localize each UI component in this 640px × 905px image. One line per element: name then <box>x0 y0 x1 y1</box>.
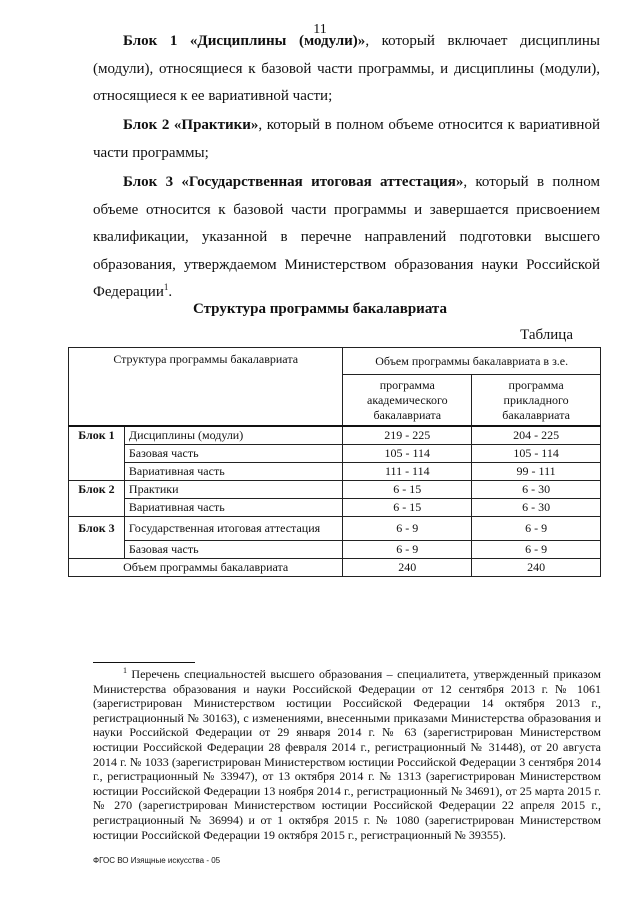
table-row <box>69 481 601 499</box>
block-3-text: , который в полном объеме относится к базовой части программы и завершается присвоением квалификации, указанной в перечне направлений подготовки высшего образования, утверждаемом Министерством образования науки Российской Федерации <box>93 174 600 300</box>
table-row <box>69 541 601 559</box>
header-applied: программа прикладного бакалавриата <box>472 375 601 427</box>
table-row <box>69 499 601 517</box>
row-name: Вариативная часть <box>124 463 342 481</box>
block-3-heading: Блок 3 «Государственная итоговая аттестация» <box>123 174 464 190</box>
block-label: Блок 1 <box>69 426 125 481</box>
academic-value: 6 - 15 <box>343 481 472 499</box>
total-label: Объем программы бакалавриата <box>69 559 343 577</box>
academic-value: 111 - 114 <box>343 463 472 481</box>
block-1-text: , который включает дисциплины (модули), относящиеся к базовой части программы, и дисциплины (модули), относящиеся к ее вариативной части; <box>93 33 600 104</box>
table-row <box>69 517 601 541</box>
total-applied: 240 <box>472 559 601 577</box>
academic-value: 6 - 9 <box>343 541 472 559</box>
footnote-separator <box>93 662 195 663</box>
table-title: Структура программы бакалавриата <box>193 301 447 317</box>
block-1-heading: Блок 1 «Дисциплины (модули)» <box>123 33 366 49</box>
academic-value: 6 - 9 <box>343 517 472 541</box>
paragraph-block-1 <box>93 28 600 111</box>
program-structure-table <box>68 347 601 577</box>
applied-value: 6 - 30 <box>472 481 601 499</box>
table-row <box>69 426 601 445</box>
applied-value: 105 - 114 <box>472 445 601 463</box>
header-structure: Структура программы бакалавриата <box>69 348 343 427</box>
paragraph-block-2 <box>93 112 600 167</box>
row-name: Базовая часть <box>124 445 342 463</box>
footnote-reference[interactable]: 1 <box>163 282 169 292</box>
row-name: Вариативная часть <box>124 499 342 517</box>
block-label: Блок 2 <box>69 481 125 517</box>
table-label: Таблица <box>520 327 573 343</box>
header-academic: программа академического бакалавриата <box>343 375 472 427</box>
footnote-mark: 1 <box>123 666 127 675</box>
row-name: Государственная итоговая аттестация <box>124 517 342 541</box>
applied-value: 204 - 225 <box>472 426 601 445</box>
table-row <box>69 463 601 481</box>
applied-value: 6 - 30 <box>472 499 601 517</box>
document-footer: ФГОС ВО Изящные искусства - 05 <box>93 856 221 865</box>
academic-value: 105 - 114 <box>343 445 472 463</box>
block-3-tail: . <box>168 284 173 300</box>
total-academic: 240 <box>343 559 472 577</box>
row-name: Базовая часть <box>124 541 342 559</box>
table-total-row <box>69 559 601 577</box>
applied-value: 99 - 111 <box>472 463 601 481</box>
block-2-text: , который в полном объеме относится к вариативной части программы; <box>93 117 600 161</box>
block-label: Блок 3 <box>69 517 125 559</box>
academic-value: 6 - 15 <box>343 499 472 517</box>
paragraph-block-3 <box>93 169 600 307</box>
row-name: Дисциплины (модули) <box>124 426 342 445</box>
footnote <box>93 667 601 842</box>
applied-value: 6 - 9 <box>472 541 601 559</box>
row-name: Практики <box>124 481 342 499</box>
page-number: 11 <box>313 22 327 37</box>
applied-value: 6 - 9 <box>472 517 601 541</box>
block-2-heading: Блок 2 «Практики» <box>123 117 259 133</box>
table-row <box>69 445 601 463</box>
footnote-text: Перечень специальностей высшего образования – специалитета, утвержденный приказом Министерства образования и науки Российской Федерации от 12 сентября 2013 г. № 1061 (зарегистрирован Министерством юстиции Российской Федерации 14 октября 2013 г., регистрационный № 30163), с изменениями, внесенными приказами Министерства образования и науки Российской Федерации от 29 января 2014 г. № 63 (зарегистрирован Министерством юстиции Российской Федерации 28 февраля 2014 г., регистрационный № 31448), от 20 августа 2014 г. № 1033 (зарегистрирован Министерством юстиции Российской Федерации 3 сентября 2014 г., регистрационный № 33947), от 13 октября 2014 г. № 1313 (зарегистрирован Министерством юстиции Российской Федерации 13 ноября 2014 г., регистрационный № 34691), от 25 марта 2015 г. № 270 (зарегистрирован Министерством юстиции Российской Федерации 22 апреля 2015 г., регистрационный № 36994) и от 1 октября 2015 г. № 1080 (зарегистрирован Министерством юстиции Российской Федерации 19 октября 2015 г., регистрационный № 39355). <box>93 667 601 842</box>
header-volume: Объем программы бакалавриата в з.е. <box>343 348 601 375</box>
academic-value: 219 - 225 <box>343 426 472 445</box>
